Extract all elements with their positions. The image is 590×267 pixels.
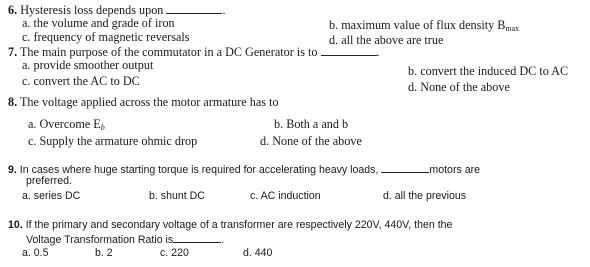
- option-c: c. convert the AC to DC: [22, 74, 140, 88]
- option-b: b. convert the induced DC to AC: [408, 64, 569, 78]
- subscript: max: [505, 24, 520, 33]
- answer-blank: [381, 163, 429, 173]
- option-b: b. 2: [95, 247, 113, 259]
- option-d: d. None of the above: [260, 134, 362, 148]
- question-10: [8, 220, 452, 231]
- option-a: a. Overcome Eb: [28, 117, 105, 132]
- option-d: d. 440: [243, 247, 273, 259]
- question-stem-continued: preferred.: [26, 175, 72, 187]
- question-stem: The main purpose of the commutator in a DC Generator is to: [19, 45, 318, 59]
- question-stem: If the primary and secondary voltage of a transformer are respectively 220V, 440V, then the: [25, 219, 453, 231]
- answer-blank: [173, 233, 221, 243]
- question-7: 7. The main purpose of the commutator in a DC Generator is to .: [8, 45, 380, 59]
- question-stem: The voltage applied across the motor armature has to: [19, 95, 279, 109]
- answer-blank: [166, 4, 222, 14]
- option-a: a. series DC: [22, 190, 81, 202]
- question-stem-tail: motors are: [429, 164, 481, 176]
- option-d: d. None of the above: [408, 80, 510, 94]
- question-9: [8, 163, 480, 176]
- question-stem: In cases where huge starting torque is required for accelerating heavy loads,: [19, 164, 379, 176]
- option-b: b. maximum value of flux density Bmax: [329, 18, 520, 33]
- option-c: c. Supply the armature ohmic drop: [28, 134, 198, 148]
- question-stem-continued: Voltage Transformation Ratio is .: [26, 234, 225, 246]
- option-c: c. 220: [160, 247, 189, 259]
- option-b: b. Both a and b: [274, 117, 349, 131]
- option-d: d. all the above are true: [329, 33, 444, 47]
- question-number: 9.: [8, 164, 17, 176]
- question-number: 7.: [8, 45, 18, 59]
- option-b: b. shunt DC: [149, 190, 205, 202]
- question-number: 10.: [8, 219, 23, 231]
- option-c: c. AC induction: [250, 190, 321, 202]
- answer-blank: [321, 46, 377, 56]
- question-stem: Hysteresis loss depends upon: [20, 3, 164, 17]
- question-8: [8, 96, 279, 108]
- question-6: 6. Hysteresis loss depends upon .: [8, 3, 226, 17]
- option-a: a. provide smoother output: [22, 58, 154, 72]
- option-a: a. 0.5: [22, 247, 49, 259]
- question-number: 6.: [8, 3, 18, 17]
- option-c: c. frequency of magnetic reversals: [22, 30, 190, 44]
- subscript: b: [100, 123, 105, 132]
- option-d: d. all the previous: [383, 190, 467, 202]
- option-a: a. the volume and grade of iron: [22, 16, 175, 30]
- question-number: 8.: [8, 95, 18, 109]
